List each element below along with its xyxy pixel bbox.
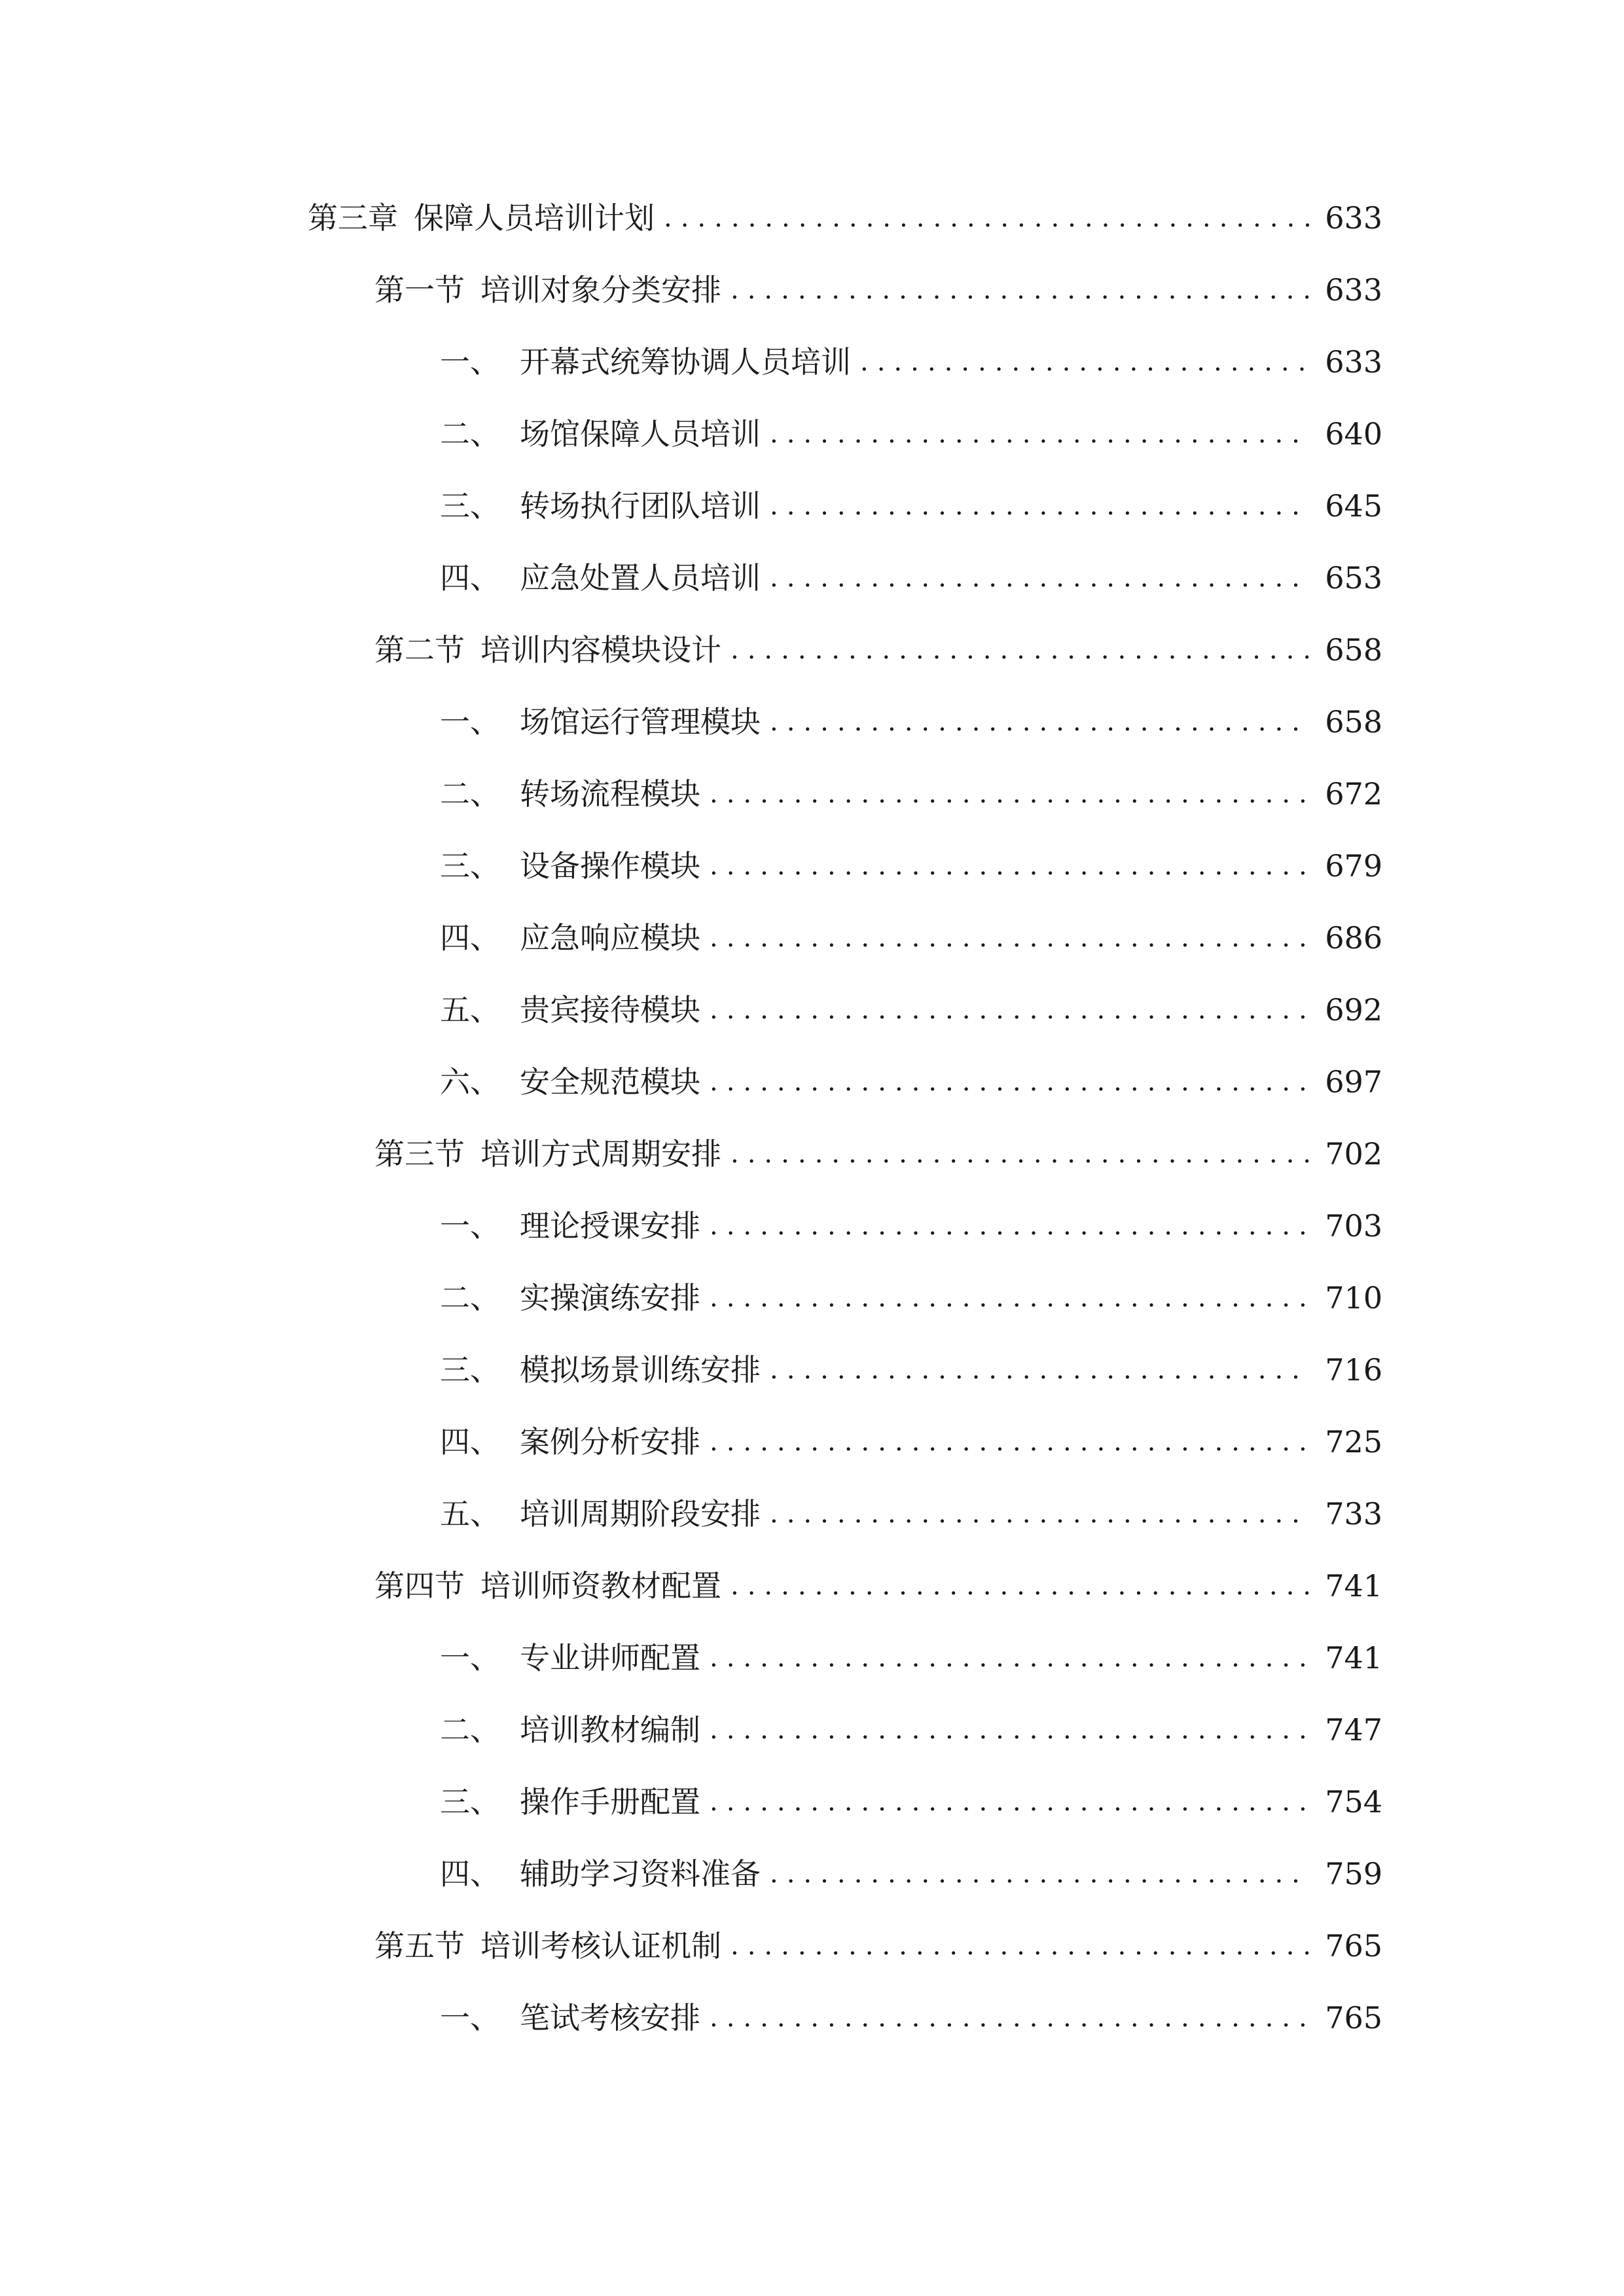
toc-title: 操作手册配置: [520, 1784, 700, 1820]
toc-title: 培训师资教材配置: [480, 1568, 721, 1604]
toc-number: 三、: [440, 488, 500, 524]
toc-title: 辅助学习资料准备: [520, 1856, 761, 1892]
toc-number: 三、: [440, 848, 500, 884]
toc-title: 开幕式统筹协调人员培训: [520, 344, 851, 380]
toc-title: 转场流程模块: [520, 776, 700, 812]
toc-entry-item[interactable]: [440, 1848, 1382, 1900]
toc-number: 一、: [440, 1640, 500, 1676]
toc-number: 六、: [440, 1064, 500, 1100]
dot-leader: [770, 552, 1309, 604]
dot-leader: [710, 1632, 1309, 1684]
toc-title: 培训内容模块设计: [480, 632, 721, 668]
toc-entry-item[interactable]: [440, 552, 1382, 604]
toc-number: 第二节: [374, 632, 465, 668]
toc-number: 二、: [440, 1280, 500, 1316]
toc-number: 第三章: [308, 200, 398, 236]
toc-title: 培训考核认证机制: [480, 1928, 721, 1964]
dot-leader: [710, 1776, 1309, 1828]
dot-leader: [710, 840, 1309, 892]
dot-leader: [710, 1416, 1309, 1468]
toc-page-number: 653: [1325, 560, 1382, 596]
toc-title: 场馆运行管理模块: [520, 704, 761, 740]
dot-leader: [770, 696, 1309, 748]
toc-page-number: 754: [1325, 1784, 1382, 1820]
toc-number: 四、: [440, 1856, 500, 1892]
toc-page-number: 765: [1325, 2000, 1382, 2036]
dot-leader: [860, 336, 1309, 388]
toc-page-number: 765: [1325, 1928, 1382, 1964]
toc-title: 培训对象分类安排: [480, 272, 721, 308]
toc-entry-item[interactable]: [440, 1992, 1382, 2044]
dot-leader: [710, 984, 1309, 1036]
toc-page-number: 645: [1325, 488, 1382, 524]
toc-title: 培训方式周期安排: [480, 1136, 721, 1172]
toc-entry-item[interactable]: [440, 1056, 1382, 1108]
dot-leader: [710, 912, 1309, 964]
toc-entry-item[interactable]: [440, 1632, 1382, 1684]
toc-page-number: 672: [1325, 776, 1382, 812]
toc-page-number: 747: [1325, 1712, 1382, 1748]
toc-number: 第五节: [374, 1928, 465, 1964]
toc-entry-item[interactable]: [440, 1704, 1382, 1756]
toc-number: 三、: [440, 1352, 500, 1388]
toc-entry-item[interactable]: [440, 1344, 1382, 1396]
dot-leader: [710, 1272, 1309, 1324]
toc-entry-item[interactable]: [440, 840, 1382, 892]
toc-entry-section[interactable]: [374, 1560, 1382, 1612]
toc-entry-item[interactable]: [440, 336, 1382, 388]
toc-page-number: 640: [1325, 416, 1382, 452]
toc-title: 应急响应模块: [520, 920, 700, 956]
toc-title: 保障人员培训计划: [414, 200, 655, 236]
toc-page-number: 703: [1325, 1208, 1382, 1244]
toc-title: 理论授课安排: [520, 1208, 700, 1244]
dot-leader: [770, 1344, 1309, 1396]
toc-number: 二、: [440, 1712, 500, 1748]
toc-entry-item[interactable]: [440, 1488, 1382, 1540]
toc-entry-item[interactable]: [440, 1200, 1382, 1252]
toc-title: 贵宾接待模块: [520, 992, 700, 1028]
toc-number: 四、: [440, 920, 500, 956]
toc-title: 培训教材编制: [520, 1712, 700, 1748]
toc-page-number: 692: [1325, 992, 1382, 1028]
toc-title: 应急处置人员培训: [520, 560, 761, 596]
toc-page-number: 658: [1325, 704, 1382, 740]
toc-number: 四、: [440, 1424, 500, 1460]
toc-number: 一、: [440, 1208, 500, 1244]
toc-entry-section[interactable]: [374, 264, 1382, 316]
toc-number: 三、: [440, 1784, 500, 1820]
dot-leader: [770, 408, 1309, 460]
toc-page-number: 725: [1325, 1424, 1382, 1460]
dot-leader: [664, 192, 1309, 244]
toc-page-number: 716: [1325, 1352, 1382, 1388]
dot-leader: [731, 264, 1309, 316]
toc-number: 五、: [440, 1496, 500, 1532]
toc-page-number: 633: [1325, 272, 1382, 308]
toc-entry-item[interactable]: [440, 696, 1382, 748]
toc-entry-item[interactable]: [440, 984, 1382, 1036]
toc-number: 一、: [440, 344, 500, 380]
toc-title: 实操演练安排: [520, 1280, 700, 1316]
toc-title: 转场执行团队培训: [520, 488, 761, 524]
toc-title: 培训周期阶段安排: [520, 1496, 761, 1532]
toc-entry-item[interactable]: [440, 408, 1382, 460]
dot-leader: [710, 1056, 1309, 1108]
toc-page-number: 658: [1325, 632, 1382, 668]
toc-title: 案例分析安排: [520, 1424, 700, 1460]
toc-number: 二、: [440, 416, 500, 452]
toc-page-number: 733: [1325, 1496, 1382, 1532]
toc-title: 设备操作模块: [520, 848, 700, 884]
dot-leader: [710, 768, 1309, 820]
toc-entry-section[interactable]: [374, 624, 1382, 676]
dot-leader: [731, 1920, 1309, 1972]
toc-entry-item[interactable]: [440, 768, 1382, 820]
toc-page-number: 697: [1325, 1064, 1382, 1100]
toc-number: 二、: [440, 776, 500, 812]
toc-entry-item[interactable]: [440, 1416, 1382, 1468]
toc-number: 五、: [440, 992, 500, 1028]
dot-leader: [770, 480, 1309, 532]
toc-entry-item[interactable]: [440, 480, 1382, 532]
toc-entry-section[interactable]: [374, 1920, 1382, 1972]
dot-leader: [710, 1992, 1309, 2044]
toc-title: 场馆保障人员培训: [520, 416, 761, 452]
toc-entry-section[interactable]: [374, 1128, 1382, 1180]
toc-page-number: 759: [1325, 1856, 1382, 1892]
toc-page-number: 741: [1325, 1568, 1382, 1604]
toc-number: 一、: [440, 2000, 500, 2036]
toc-page-number: 710: [1325, 1280, 1382, 1316]
dot-leader: [770, 1848, 1309, 1900]
toc-title: 模拟场景训练安排: [520, 1352, 761, 1388]
toc-page-number: 741: [1325, 1640, 1382, 1676]
toc-page-number: 633: [1325, 344, 1382, 380]
toc-number: 一、: [440, 704, 500, 740]
toc-page-number: 633: [1325, 200, 1382, 236]
toc-title: 安全规范模块: [520, 1064, 700, 1100]
dot-leader: [710, 1200, 1309, 1252]
toc-title: 笔试考核安排: [520, 2000, 700, 2036]
toc-page-number: 686: [1325, 920, 1382, 956]
dot-leader: [710, 1704, 1309, 1756]
toc-page-number: 702: [1325, 1136, 1382, 1172]
toc-number: 第一节: [374, 272, 465, 308]
toc-entry-item[interactable]: [440, 912, 1382, 964]
toc-page-number: 679: [1325, 848, 1382, 884]
toc-number: 第三节: [374, 1136, 465, 1172]
toc-number: 四、: [440, 560, 500, 596]
toc-title: 专业讲师配置: [520, 1640, 700, 1676]
toc-entry-chapter-3[interactable]: [308, 192, 1382, 244]
dot-leader: [770, 1488, 1309, 1540]
toc-entry-item[interactable]: [440, 1272, 1382, 1324]
dot-leader: [731, 1560, 1309, 1612]
toc-number: 第四节: [374, 1568, 465, 1604]
dot-leader: [731, 1128, 1309, 1180]
toc-entry-item[interactable]: [440, 1776, 1382, 1828]
dot-leader: [731, 624, 1309, 676]
